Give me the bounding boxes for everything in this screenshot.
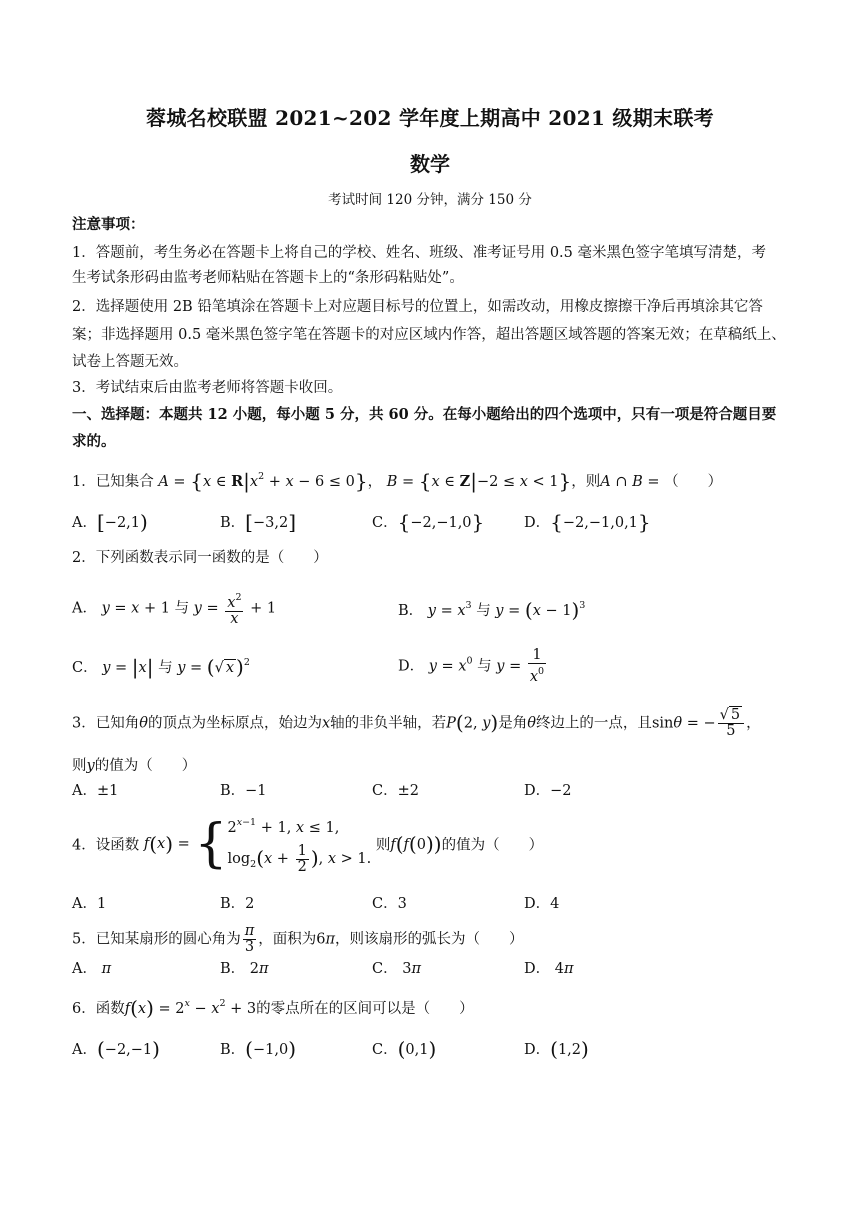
question-6-option-c[interactable]: C．(0,1) [372,1037,437,1061]
question-6-option-b[interactable]: B．(−1,0) [220,1037,296,1061]
question-2-stem: 2．下列函数表示同一函数的是（ ） [72,550,328,566]
note-line-2: 生考试条形码由监考老师粘贴在答题卡上的“条形码粘贴处”。 [72,270,464,286]
note-line-1: 1．答题前，考生务必在答题卡上将自己的学校、姓名、班级、准考证号用 0.5 毫米黑色签字笔填写清楚，考 [72,245,766,261]
question-4-option-d[interactable]: D．4 [524,896,560,912]
question-2-option-a[interactable]: A． y = x + 1 与 y = $\frac{x^2}{x}$ + 1 [72,592,277,627]
section-heading-line-2: 求的。 [72,433,116,450]
subject-title: 数学 [410,152,450,176]
note-line-4: 案；非选择题用 0.5 毫米黑色签字笔在答题卡的对应区域内作答，超出答题区域答题的答案无效；在草稿纸上、 [72,327,786,343]
question-6-option-d[interactable]: D．(1,2) [524,1037,589,1061]
note-line-5: 试卷上答题无效。 [72,354,188,370]
question-4-option-b[interactable]: B．2 [220,896,255,912]
question-5-option-c[interactable]: C． 3π [372,961,421,977]
question-5-option-b[interactable]: B． 2π [220,961,269,977]
question-6-option-a[interactable]: A．(−2,−1) [72,1037,160,1061]
notes-heading: 注意事项： [72,216,145,233]
question-3-option-a[interactable]: A．±1 [72,783,119,799]
question-3-option-c[interactable]: C．±2 [372,783,419,799]
question-4-stem: 4．设函数 f(x) = { $2^{x-1} + 1$, x ≤ 1, $\log_2(x$ + $\frac{1}{2}$ ), x > 1. 则f(f(0))的值为（ ） [72,814,544,875]
question-3-stem: 3．已知角θ的顶点为坐标原点，始边为x轴的非负半轴，若P(2, y)是角θ终边上的一点，且sinθ = − $\frac{√ 5}{5}$ ， [72,707,761,739]
note-line-6: 3．考试结束后由监考老师将答题卡收回。 [72,380,343,396]
question-1-option-c[interactable]: C．{−2,−1,0} [372,510,485,534]
question-6-stem: 6．函数$f(x) = 2^x - x^2 + 3$的零点所在的区间可以是（ ） [72,996,474,1020]
question-5-stem: 5．已知某扇形的圆心角为 $\frac{\pi}{3}$ ，面积为6π，则该扇形的弧长为（ ） [72,923,524,955]
question-2-option-d[interactable]: D． $y = x^0$ 与 y = $\frac{1}{x^0}$ [398,647,545,685]
question-1-option-d[interactable]: D．{−2,−1,0,1} [524,510,651,534]
exam-info: 考试时间 120 分钟，满分 150 分 [328,192,532,208]
question-3-option-b[interactable]: B．−1 [220,783,267,799]
question-5-option-d[interactable]: D． 4π [524,961,574,977]
question-1-option-b[interactable]: B．[−3,2] [220,510,296,534]
question-4-option-a[interactable]: A．1 [72,896,107,912]
question-1-stem: 1．已知集合 A = {x ∈ $R|x^2 + x - 6 \le 0$}， B = {x ∈ Z|−2 ≤ x < 1}，则A ∩ B = （ ） [72,469,723,493]
exam-title: 蓉城名校联盟 2021~202 学年度上期高中 2021 级期末联考 [146,106,714,130]
question-2-option-c[interactable]: C． y = |x| 与 y = (√ x )$^2$ [72,655,250,679]
question-4-option-c[interactable]: C．3 [372,896,407,912]
note-line-3: 2．选择题使用 2B 铅笔填涂在答题卡上对应题目标号的位置上，如需改动，用橡皮擦擦干净后再填涂其它答 [72,299,763,315]
question-5-option-a[interactable]: A． π [72,961,112,977]
question-1-option-a[interactable]: A．[−2,1) [72,510,148,534]
question-2-option-b[interactable]: B． $y = x^3$ 与 $y = (x - 1)^3$ [398,598,586,622]
section-heading-line-1: 一、选择题：本题共 12 小题，每小题 5 分，共 60 分。在每小题给出的四个选项中，只有一项是符合题目要 [72,406,777,423]
question-3-option-d[interactable]: D．−2 [524,783,572,799]
question-3-stem-line-2: 则y的值为（ ） [72,758,197,774]
